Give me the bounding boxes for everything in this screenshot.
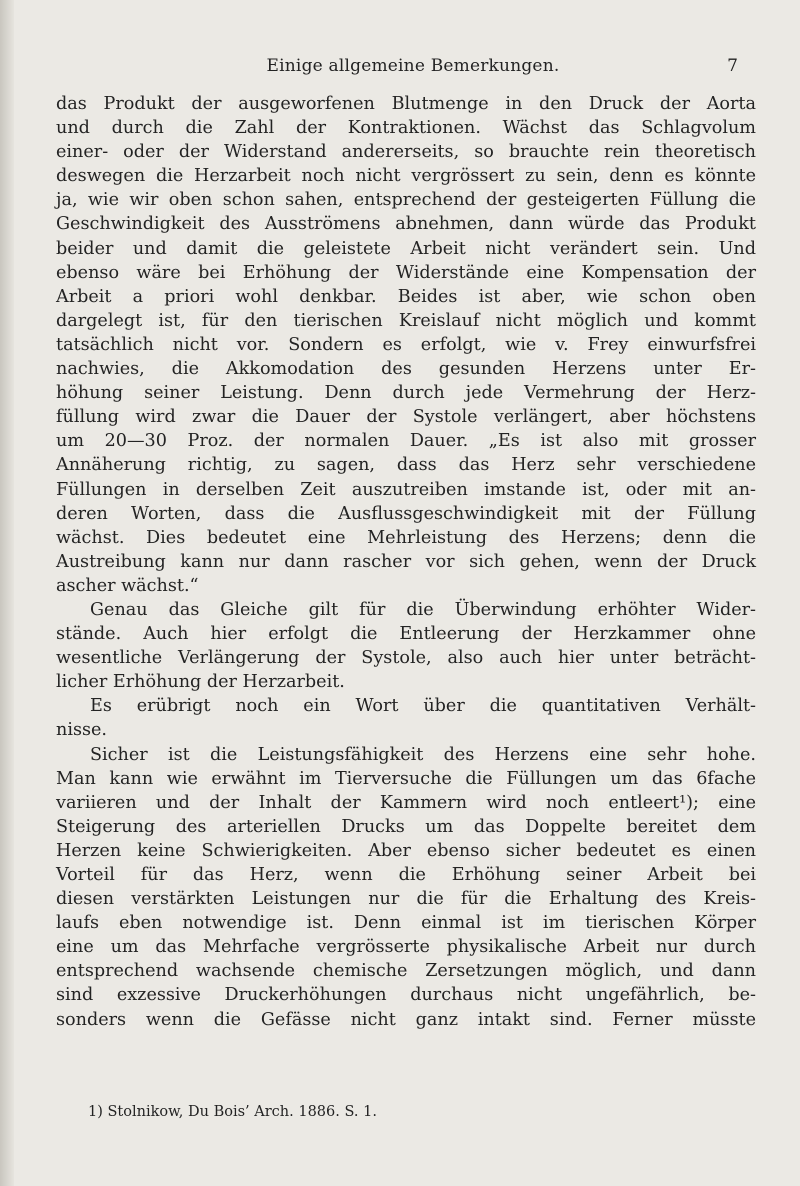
text-line: Steigerung des arteriellen Drucks um das Doppelte bereitet dem bbox=[56, 816, 756, 837]
page-number: 7 bbox=[727, 56, 738, 76]
text-line: wächst. Dies bedeutet eine Mehrleistung des Herzens; denn die bbox=[56, 527, 756, 548]
text-line: Annäherung richtig, zu sagen, dass das Herz sehr verschiedene bbox=[56, 455, 756, 476]
text-line: Herzen keine Schwierigkeiten. Aber ebenso sicher bedeutet es einen bbox=[56, 840, 756, 861]
text-line: füllung wird zwar die Dauer der Systole verlängert, aber höchstens bbox=[56, 407, 756, 428]
page-header bbox=[0, 56, 800, 82]
text-line: entsprechend wachsende chemische Zersetzungen möglich, und dann bbox=[56, 961, 756, 982]
page-edge-shadow bbox=[0, 0, 14, 1186]
text-line: ja, wie wir oben schon sahen, entsprechend der gesteigerten Füllung die bbox=[56, 190, 756, 211]
text-line: laufs eben notwendige ist. Denn einmal ist im tierischen Körper bbox=[56, 913, 756, 934]
text-line: eine um das Mehrfache vergrösserte physikalische Arbeit nur durch bbox=[56, 937, 756, 958]
text-line: ebenso wäre bei Erhöhung der Widerstände eine Kompensation der bbox=[56, 262, 756, 283]
text-line: sind exzessive Druckerhöhungen durchaus nicht ungefährlich, be- bbox=[56, 985, 756, 1006]
text-line: und durch die Zahl der Kontraktionen. Wächst das Schlagvolum bbox=[56, 118, 756, 139]
text-line: um 20—30 Proz. der normalen Dauer. „Es ist also mit grosser bbox=[56, 431, 756, 452]
text-line: höhung seiner Leistung. Denn durch jede Vermehrung der Herz- bbox=[56, 383, 756, 404]
text-line: stände. Auch hier erfolgt die Entleerung der Herzkammer ohne bbox=[56, 624, 756, 645]
text-line: beider und damit die geleistete Arbeit nicht verändert sein. Und bbox=[56, 238, 756, 259]
running-head: Einige allgemeine Bemerkungen. bbox=[266, 56, 560, 76]
text-line: Es erübrigt noch ein Wort über die quantitativen Verhält- bbox=[90, 696, 756, 717]
text-line: Geschwindigkeit des Ausströmens abnehmen, dann würde das Produkt bbox=[56, 214, 756, 235]
text-line: Man kann wie erwähnt im Tierversuche die Füllungen um das 6fache bbox=[56, 768, 756, 789]
text-line: deren Worten, dass die Ausflussgeschwindigkeit mit der Füllung bbox=[56, 503, 756, 524]
text-line: Sicher ist die Leistungsfähigkeit des Herzens eine sehr hohe. bbox=[90, 744, 756, 765]
text-line: variieren und der Inhalt der Kammern wird noch entleert¹); eine bbox=[56, 792, 756, 813]
text-line: ascher wächst.“ bbox=[56, 575, 199, 596]
body-text bbox=[56, 92, 756, 1032]
text-line: licher Erhöhung der Herzarbeit. bbox=[56, 672, 345, 693]
text-line: Austreibung kann nur dann rascher vor sich gehen, wenn der Druck bbox=[56, 551, 756, 572]
text-line: Füllungen in derselben Zeit auszutreiben imstande ist, oder mit an- bbox=[56, 479, 756, 500]
text-line: das Produkt der ausgeworfenen Blutmenge in den Druck der Aorta bbox=[56, 94, 756, 114]
text-line: nachwies, die Akkomodation des gesunden Herzens unter Er- bbox=[56, 359, 756, 380]
text-line: dargelegt ist, für den tierischen Kreislauf nicht möglich und kommt bbox=[56, 310, 756, 331]
text-line: einer- oder der Widerstand andererseits, so brauchte rein theoretisch bbox=[56, 142, 756, 163]
text-line: Vorteil für das Herz, wenn die Erhöhung seiner Arbeit bei bbox=[56, 865, 756, 885]
footnote: 1) Stolnikow, Du Bois’ Arch. 1886. S. 1. bbox=[88, 1104, 377, 1120]
text-line: Genau das Gleiche gilt für die Überwindung erhöhter Wider- bbox=[90, 599, 756, 620]
text-line: Arbeit a priori wohl denkbar. Beides ist aber, wie schon oben bbox=[56, 286, 756, 307]
text-line: wesentliche Verlängerung der Systole, also auch hier unter beträcht- bbox=[56, 648, 756, 669]
text-line: nisse. bbox=[56, 720, 108, 741]
text-line: diesen verstärkten Leistungen nur die für die Erhaltung des Kreis- bbox=[56, 889, 756, 910]
text-line: sonders wenn die Gefässe nicht ganz intakt sind. Ferner müsste bbox=[56, 1009, 756, 1030]
text-line: tatsächlich nicht vor. Sondern es erfolgt, wie v. Frey einwurfsfrei bbox=[56, 334, 756, 355]
text-line: deswegen die Herzarbeit noch nicht vergrössert zu sein, denn es könnte bbox=[56, 166, 756, 187]
